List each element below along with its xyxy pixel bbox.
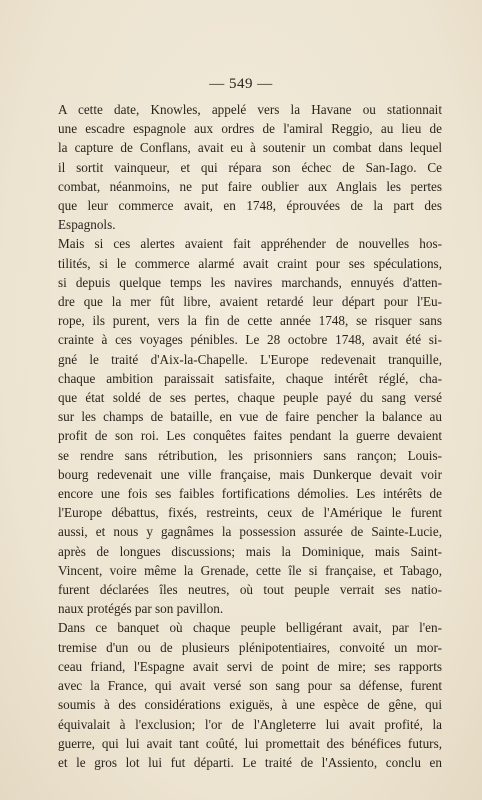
text-line: chaque ambition paraissait satisfaite, chaque intérêt réglé, cha-	[58, 370, 442, 386]
text-line: avec la France, qui avait versé son sang pour sa défense, furent	[58, 678, 442, 694]
text-line: l'Europe débattus, fixés, restreints, ceux de l'Amérique le furent	[58, 505, 442, 521]
body-text	[58, 100, 442, 772]
paragraph	[58, 100, 442, 234]
text-line: furent déclarées îles neutres, où tout peuple verrait ses natio-	[58, 582, 442, 598]
text-line: se rendre sans rétribution, les prisonniers sans rançon; Louis-	[58, 447, 442, 463]
text-line: encore une fois ses faibles fortifications démolies. Les intérêts de	[58, 486, 442, 502]
text-line: et le gros lot lui fut départi. Le traité de l'Assiento, conclu en	[58, 754, 442, 770]
text-line: ceau friand, l'Espagne avait servi de point de mire; ses rapports	[58, 658, 442, 674]
text-line: dre que la mer fût libre, avaient retardé leur départ pour l'Eu-	[58, 294, 442, 310]
text-line: soumis à des considérations exiguës, à une espèce de gêne, qui	[58, 697, 442, 713]
text-line: Dans ce banquet où chaque peuple belligérant avait, par l'en-	[58, 620, 442, 636]
text-line: sur les champs de bataille, en vue de faire pencher la balance au	[58, 409, 442, 425]
text-line: bourg redevenait une ville française, mais Dunkerque devait voir	[58, 466, 442, 482]
text-line: Mais si ces alertes avaient fait appréhender de nouvelles hos-	[58, 236, 442, 252]
text-line: il sortit vainqueur, et qui répara son échec de San-Iago. Ce	[58, 159, 442, 175]
text-line: équivalait à l'exclusion; l'or de l'Angleterre lui avait profité, la	[58, 716, 442, 732]
text-line: Espagnols.	[58, 217, 116, 233]
text-line: naux protégés par son pavillon.	[58, 601, 224, 617]
text-line: aussi, et nous y gagnâmes la possession assurée de Sainte-Lucie,	[58, 524, 442, 540]
paragraph	[58, 234, 442, 618]
paragraph	[58, 618, 442, 772]
text-line: que leur commerce avait, en 1748, éprouvées de la part des	[58, 198, 442, 214]
text-line: que état soldé de ses pertes, chaque peuple payé du sang versé	[58, 390, 442, 406]
text-line: A cette date, Knowles, appelé vers la Havane ou stationnait	[58, 102, 442, 117]
text-line: si depuis quelque temps les navires marchands, ennuyés d'atten-	[58, 274, 442, 290]
text-line: rope, ils purent, vers la fin de cette année 1748, se risquer sans	[58, 313, 442, 329]
text-line: une escadre espagnole aux ordres de l'amiral Reggio, au lieu de	[58, 121, 442, 137]
text-line: tilités, si le commerce alarmé avait craint pour ses spéculations,	[58, 255, 442, 271]
text-line: après de longues discussions; mais la Dominique, mais Saint-	[58, 543, 442, 559]
text-line: guerre, qui lui avait tant coûté, lui promettait des bénéfices futurs,	[58, 735, 442, 751]
text-line: gné le traité d'Aix-la-Chapelle. L'Europe redevenait tranquille,	[58, 351, 442, 367]
text-line: la capture de Conflans, avait eu à soutenir un combat dans lequel	[58, 140, 442, 156]
text-line: combat, néanmoins, ne put faire oublier aux Anglais les pertes	[58, 178, 442, 194]
text-line: crainte à ces voyages pénibles. Le 28 octobre 1748, avait été si-	[58, 332, 442, 348]
text-line: Vincent, voire même la Grenade, cette île si française, et Tabago,	[58, 562, 442, 578]
text-line: profit de son roi. Les conquêtes faites pendant la guerre devaient	[58, 428, 442, 444]
page-number: — 549 —	[209, 76, 273, 92]
text-line: tremise d'un ou de plusieurs plénipotentiaires, convoité un mor-	[58, 639, 442, 655]
